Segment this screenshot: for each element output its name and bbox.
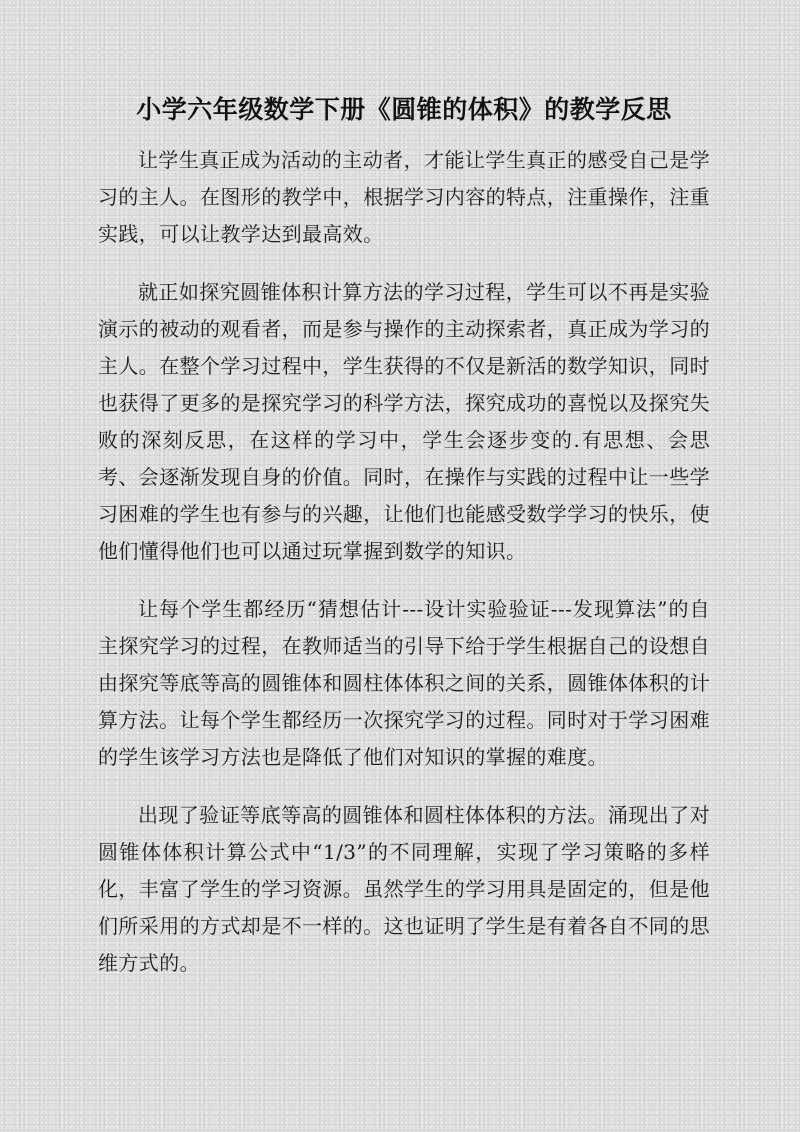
paragraph: 出现了验证等底等高的圆锥体和圆柱体体积的方法。涌现出了对圆锥体体积计算公式中“1/3”的不同理解，实现了学习策略的多样化，丰富了学生的学习资源。虽然学生的学习用具是固定的，但是他们所采用的方式却是不一样的。这也证明了学生是有着各自不同的思维方式的。 bbox=[98, 803, 710, 975]
paragraph: 就正如探究圆锥体积计算方法的学习过程，学生可以不再是实验演示的被动的观看者，而是参与操作的主动探索者，真正成为学习的主人。在整个学习过程中，学生获得的不仅是新活的数学知识，同时也获得了更多的是探究学习的科学方法，探究成功的喜悦以及探究失败的深刻反思，在这样的学习中，学生会逐步变的.有思想、会思考、会逐渐发现自身的价值。同时，在操作与实践的过程中让一些学习困难的学生也有参与的兴趣，让他们也能感受数学学习的快乐，使他们懂得他们也可以通过玩掌握到数学的知识。 bbox=[98, 280, 710, 563]
paragraph: 让学生真正成为活动的主动者，才能让学生真正的感受自己是学习的主人。在图形的教学中，根据学习内容的特点，注重操作，注重实践，可以让教学达到最高效。 bbox=[98, 148, 710, 246]
document-page bbox=[98, 92, 710, 1003]
paragraph: 让每个学生都经历“猜想估计---设计实验验证---发现算法”的自主探究学习的过程，在教师适当的引导下给于学生根据自己的设想自由探究等底等高的圆锥体和圆柱体体积之间的关系，圆锥体体积的计算方法。让每个学生都经历一次探究学习的过程。同时对于学习困难的学生该学习方法也是降低了他们对知识的掌握的难度。 bbox=[98, 597, 710, 769]
document-title: 小学六年级数学下册《圆锥的体积》的教学反思 bbox=[136, 95, 672, 124]
